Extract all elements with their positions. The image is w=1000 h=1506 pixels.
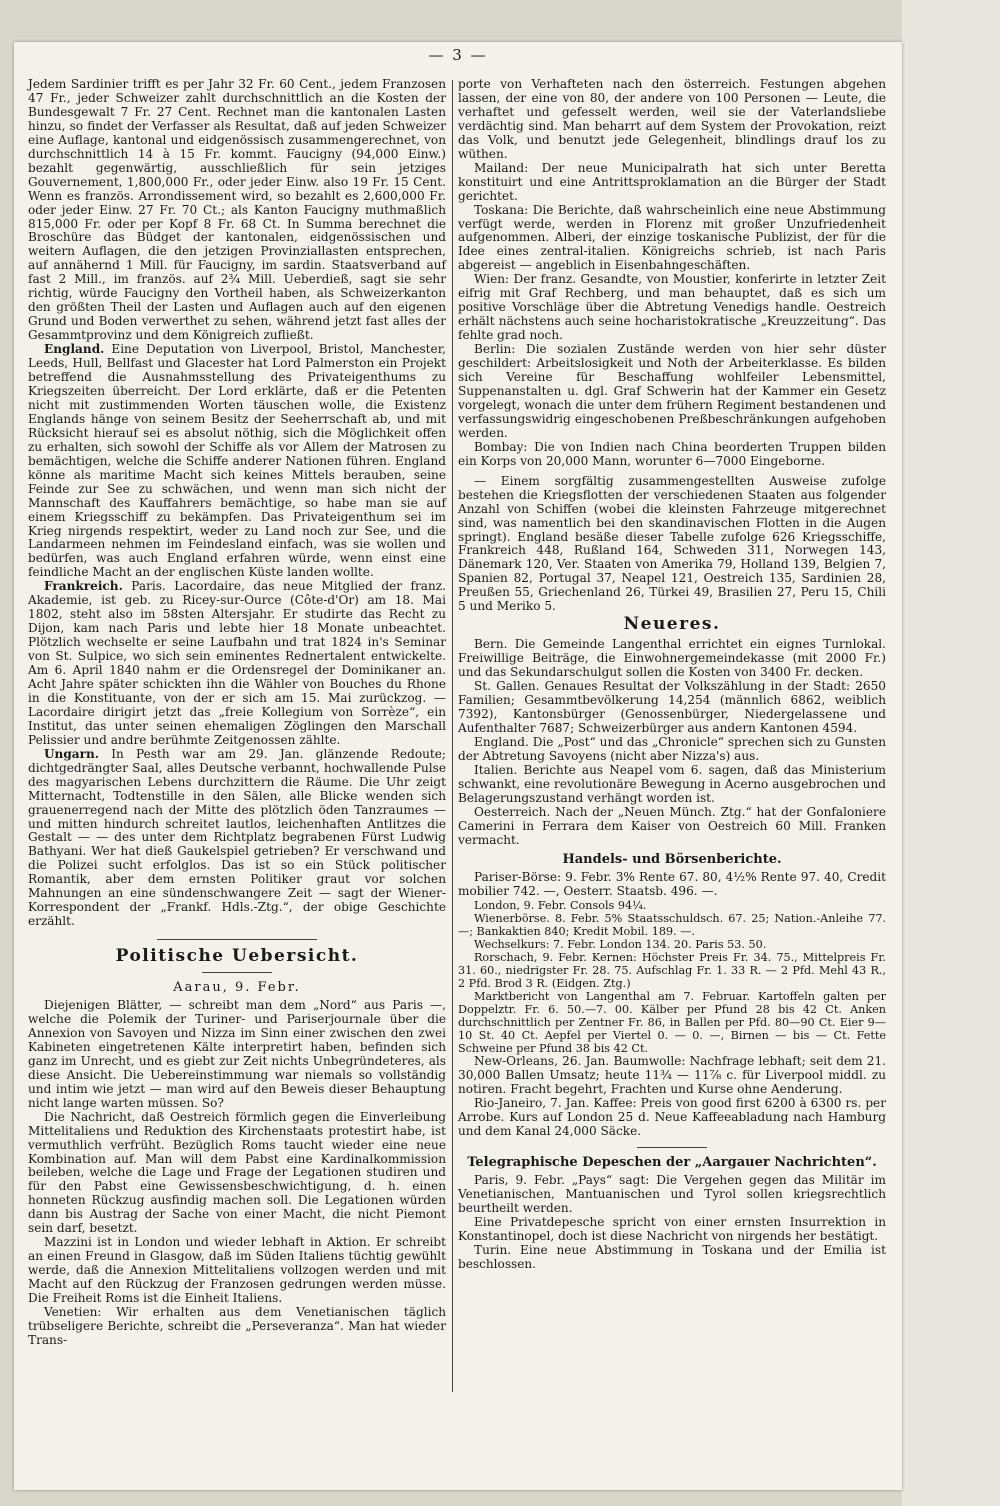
toskana-paragraph: Toskana: Die Berichte, daß wahrscheinlich eine neue Abstimmung verfügt werde, werden in Florenz mit großer Unzufriedenheit aufgenommen. Alberi, der einzige toskanische Publizist, der für die Idee eines zentral-italien. Königreichs schrieb, ist nach Paris abgereist — angeblich in Eisenbahngeschäften. bbox=[458, 202, 886, 273]
politics-paragraph-2: Die Nachricht, daß Oestreich förmlich gegen die Einverleibung Mittelitaliens und Reduktion des Kirchenstaats protestirt habe, ist vermuthlich verfrüht. Bezüglich Roms taucht wieder eine neue Kombination auf. Man will dem Pabst eine Kardinalkommission beileben, welche die Lage und Frage der Legationen studiren und für den Pabst eine Gewissensbeschwichtigung, d. h. einen honneten Rückzug ausfindig machen soll. Die Legationen würden dann bis Austrag der Sache von einer Macht, die nicht Piemont sein darf, besetzt. bbox=[28, 1109, 446, 1236]
frankreich-article bbox=[28, 580, 446, 747]
telegraph-turin: Turin. Eine neue Abstimmung in Toskana und der Emilia ist beschlossen. bbox=[458, 1242, 886, 1271]
verhaftete-paragraph: porte von Verhafteten nach den österreich. Festungen abgehen lassen, der eine von 80, der andere von 100 Personen — Leute, die verhaftet und gefesselt werden, weil sie der Vaterlandsliebe verdächtig sind. Man beharrt auf dem System der Provokation, reizt das Volk, und benutzt jede Gelegenheit, blindlings drauf los zu wüthen. bbox=[458, 77, 886, 161]
neueres-title: Neueres. bbox=[623, 614, 721, 635]
telegraph-title: Telegraphische Depeschen der „Aargauer Nachrichten“. bbox=[467, 1155, 877, 1171]
title-divider bbox=[202, 972, 272, 973]
page-number: — 3 — bbox=[428, 46, 488, 64]
left-column bbox=[28, 78, 446, 1348]
london-consols: London, 9. Febr. Consols 94¼. bbox=[474, 899, 647, 913]
oesterreich-paragraph: Oesterreich. Nach der „Neuen Münch. Ztg.“ hat der Gonfaloniere Camerini in Ferrara dem Kaiser von Oestreich 60 Mill. Franken vermacht. bbox=[458, 804, 886, 847]
pariser-boerse: Pariser-Börse: 9. Febr. 3% Rente 67. 80, 4½% Rente 97. 40, Credit mobilier 742. —, Oesterr. Staatsb. 496. —. bbox=[458, 870, 886, 899]
england-news-paragraph: England. Die „Post“ und das „Chronicle“ sprechen sich zu Gunsten der Abtretung Savoyens (nicht aber Nizza's) aus. bbox=[458, 734, 886, 763]
politics-paragraph-4: Venetien: Wir erhalten aus dem Venetianischen täglich trübseligere Berichte, schreibt die „Perseveranza“. Man hat wieder Trans- bbox=[28, 1305, 446, 1347]
italien-paragraph: Italien. Berichte aus Neapel vom 6. sagen, daß das Ministerium schwankt, eine revolutionäre Bewegung in Acerno ausgebrochen und Belagerungszustand verhängt worden ist. bbox=[458, 762, 886, 805]
frankreich-text: Paris. Lacordaire, das neue Mitglied der franz. Akademie, ist geb. zu Ricey-sur-Ource (Côte-d'Or) am 18. Mai 1802, steht also im 58sten Altersjahr. Er studirte das Recht zu Dijon, kam nach Paris und lebte hier 18 Monate unbeachtet. Plötzlich wechselte er seine Laufbahn und trat 1824 in's Seminar von St. Sulpice, wo sich sein eminentes Rednertalent entwickelte. Am 6. April 1840 nahm er die Ordensregel der Dominikaner an. Acht Jahre später schickten ihn die Wähler von Bouches du Rhone in die Konstituante, von der er sich am 15. Mai zurückzog. — Lacordaire dirigirt jetzt das „freie Kollegium von Sorrèze“, ein Institut, das unter seinen ehemaligen Zöglingen den Marschall Pelissier und andre berühmte Zeitgenossen zählte. bbox=[28, 579, 446, 747]
ungarn-text: In Pesth war am 29. Jan. glänzende Redoute; dichtgedrängter Saal, alles Deutsche verbannt, hochwallende Pulse des magyarischen Lebens durchzittern die Räume. Die Uhr zeigt Mitternacht, Todtenstille in den Sälen, alle Blicke wenden sich grauenerregend nach der Mitte des plötzlich öden Tanzraumes — und mitten hindurch schreitet lautlos, leichenhaften Antlitzes die Gestalt — — des unter dem Richtplatz begrabenen Fürst Ludwig Bathyani. Wer hat dieß Gaukelspiel getrieben? Er verschwand und die Polizei sucht erfolglos. Das ist so ein Stück politischer Romantik, aber dem ernsten Politiker graut vor solchen Mahnungen an eine sündenschwangere Zeit — sagt der Wiener-Korrespondent der „Frankf. Hdls.-Ztg.“, der obige Geschichte erzählt. bbox=[28, 746, 446, 929]
faucigny-paragraph: Jedem Sardinier trifft es per Jahr 32 Fr. 60 Cent., jedem Franzosen 47 Fr., jeder Schweizer zahlt durchschnittlich an die Kosten der Bundesgewalt 7 Fr. 27 Cent. Rechnet man die kantonalen Lasten hinzu, so findet der Verfasser als Resultat, daß auf jeden Schweizer eine Auflage, kantonal und eidgenössisch zusammengerechnet, von durchschnittlich 14 à 15 Fr. kommt. Faucigny (94,000 Einw.) bezahlt gegenwärtig, ausschließlich für sein jetziges Gouvernement, 1,800,000 Fr., oder jeder Einw. also 19 Fr. 15 Cent. Wenn es französ. Arrondissement wird, so bezahlt es 2,600,000 Fr. oder jeder Einw. 27 Fr. 70 Ct.; als Kanton Faucigny muthmaßlich 815,000 Fr. oder per Kopf 8 Fr. 68 Ct. In Summa berechnet die Broschüre das Büdget der kantonalen, eidgenössischen und weitern Auflagen, die den jetzigen Provinziallasten entsprechen, auf annähernd 1 Mill. für Faucigny, im sardin. Staatsverband auf fast 2 Mill., im französ. auf 2¾ Mill. Ueberdieß, sagt sie sehr richtig, würde Faucigny den Vortheil haben, als Schweizerkanton den größten Theil der Lasten und Auflagen auch auf den eigenen Grund und Boden verwerthet zu sehen, während jetzt fast alles der Gesammtprovinz und dem Königreich zufließt. bbox=[28, 77, 446, 343]
kriegsflotten-paragraph: — Einem sorgfältig zusammengestellten Ausweise zufolge bestehen die Kriegsflotten der verschiedenen Staaten aus folgender Anzahl von Schiffen (wobei die kleinsten Fahrzeuge mitgerechnet sind, was namentlich bei den skandinavischen Flotten in die Augen springt). England besäße dieser Tabelle zufolge 626 Kriegsschiffe, Frankreich 448, Rußland 164, Schweden 311, Norwegen 143, Dänemark 120, Ver. Staaten von Amerika 79, Holland 139, Belgien 7, Spanien 82, Portugal 37, Neapel 121, Oestreich 135, Sardinien 28, Preußen 55, Griechenland 26, Türkei 49, Brasilien 27, Peru 15, Chili 5 und Meriko 5. bbox=[458, 473, 886, 614]
frankreich-heading: Frankreich. bbox=[44, 579, 123, 594]
politics-paragraph-3: Mazzini ist in London und wieder lebhaft in Aktion. Er schreibt an einen Freund in Glasgow, daß im Süden Italiens tüchtig gewühlt werde, daß die Annexion Mittelitaliens vollzogen werden und mit Macht auf den Rückzug der Franzosen gedrungen werden müsse. Die Freiheit Roms ist die Einheit Italiens. bbox=[28, 1235, 446, 1306]
telegraph-paris: Paris, 9. Febr. „Pays“ sagt: Die Vergehen gegen das Militär im Venetianischen, Mantuanischen und Tyrol sollen kriegsrechtlich beurtheilt werden. bbox=[458, 1173, 886, 1215]
handelsberichte-title: Handels- und Börsenberichte. bbox=[562, 852, 782, 868]
scan-background bbox=[902, 0, 1000, 1506]
berlin-paragraph: Berlin: Die sozialen Zustände werden von hier sehr düster geschildert: Arbeitslosigkeit und Noth der Arbeiterklasse. Es bilden sich Vereine für Beschaffung wohlfeiler Lebensmittel, Suppenanstalten u. dgl. Graf Schwerin hat der Kammer ein Gesetz vorgelegt, wonach die unter dem frühern Regiment bestandenen und verfassungswidrig eingeschobenen Preßbeschränkungen aufgehoben werden. bbox=[458, 342, 886, 440]
telegraph-divider bbox=[637, 1147, 707, 1148]
politische-uebersicht-title: Politische Uebersicht. bbox=[115, 946, 359, 967]
new-orleans-cotton: New-Orleans, 26. Jan. Baumwolle: Nachfrage lebhaft; seit dem 21. 30,000 Ballen Umsatz; heute 11¾ — 11⅞ c. für Liverpool middl. zu notiren. Fracht begehrt, Frachten und Kurse ohne Aenderung. bbox=[458, 1054, 886, 1097]
wiener-boerse: Wienerbörse. 8. Febr. 5% Staatsschuldsch. 67. 25; Nation.-Anleihe 77. —; Bankaktien 840; Kredit Mobil. 189. —. bbox=[458, 912, 886, 939]
england-article bbox=[28, 343, 446, 580]
st-gallen-paragraph: St. Gallen. Genaues Resultat der Volkszählung in der Stadt: 2650 Familien; Gesammtbevölkerung 14,254 (männlich 6862, weiblich 7392), Kantonsbürger (Genossenbürger, Niedergelassene und Aufenthalter 7687; Schweizerbürger aus andern Kantonen 4594. bbox=[458, 679, 886, 735]
right-column bbox=[458, 78, 886, 1272]
ungarn-heading: Ungarn. bbox=[44, 746, 100, 761]
ungarn-article bbox=[28, 748, 446, 929]
section-divider bbox=[157, 939, 317, 940]
dateline: Aarau, 9. Febr. bbox=[173, 980, 301, 996]
column-divider bbox=[452, 80, 453, 1392]
england-heading: England. bbox=[44, 342, 105, 357]
langenthal-market: Marktbericht von Langenthal am 7. Februar. Kartoffeln galten per Doppelztr. Fr. 6. 50.—7. 00. Kälber per Pfund 28 bis 42 Ct. Anken durchschnittlich per Zentner Fr. 86, in Ballen per Pfd. 80—90 Ct. Eier 9—10 St. 40 Ct. Aepfel per Viertel 0. — 0. —, Birnen — bis — Ct. Fette Schweine per Pfund 38 bis 42 Ct. bbox=[458, 990, 886, 1056]
bombay-paragraph: Bombay: Die von Indien nach China beorderten Truppen bilden ein Korps von 20,000 Mann, worunter 6—7000 Eingeborne. bbox=[458, 439, 886, 468]
bern-paragraph: Bern. Die Gemeinde Langenthal errichtet ein eignes Turnlokal. Freiwillige Beiträge, die Einwohnergemeindekasse (mit 2000 Fr.) und das Sekundarschulgut sollen die Kosten von 3400 Fr. decken. bbox=[458, 637, 886, 680]
rio-coffee: Rio-Janeiro, 7. Jan. Kaffee: Preis von good first 6200 à 6300 rs. per Arrobe. Kurs auf London 25 d. Neue Kaffeeabladung nach Hamburg und dem Kanal 24,000 Säcke. bbox=[458, 1096, 886, 1139]
wechselkurs: Wechselkurs: 7. Febr. London 134. 20. Paris 53. 50. bbox=[474, 938, 767, 952]
england-text: Eine Deputation von Liverpool, Bristol, Manchester, Leeds, Hull, Bellfast und Glacester hat Lord Palmerston ein Projekt betreffend die Ausnahmsstellung des Privateigenthums zu Kriegszeiten überreicht. Der Lord erklärte, daß er die Petenten nicht mit zustimmenden Worten täuschen wolle, die Existenz Englands hänge von seinem Besitz der Seeherrschaft ab, und mit Rücksicht hierauf sei es absolut nöthig, sich die Möglichkeit offen zu erhalten, sich sowohl der Schiffe als vor Allem der Matrosen zu bemächtigen, welche die Schiffe anderer Nationen führen. England könne als maritime Macht sich keines Mittels berauben, seine Feinde zur See zu schwächen, und wenn man sich nicht der Mannschaft des Kauffahrers bemächtige, so habe man sie auf einem Kriegsschiff zu bekämpfen. Das Privateigenthum sei im Krieg nirgends respektirt, weder zu Land noch zur See, und die Landarmeen nehmen im Feindesland einfach, was sie wollen und bedürfen, was auch England erfahren würde, wenn einst eine feindliche Macht an der englischen Küste landen wollte. bbox=[28, 342, 446, 580]
mailand-paragraph: Mailand: Der neue Municipalrath hat sich unter Beretta konstituirt und eine Antrittsproklamation an die Bürger der Stadt gerichtet. bbox=[458, 160, 886, 203]
wien-paragraph: Wien: Der franz. Gesandte, von Moustier, konferirte in letzter Zeit eifrig mit Graf Rechberg, und man behauptet, daß es sich um positive Vorschläge über die Abtretung Venedigs handle. Oestreich erhält nächstens auch seine hocharistokratische „Kreuzzeitung“. Das fehlte grad noch. bbox=[458, 272, 886, 343]
telegraph-konstantinopel: Eine Privatdepesche spricht von einer ernsten Insurrektion in Konstantinopel, doch ist diese Nachricht von nirgends her bestätigt. bbox=[458, 1214, 886, 1243]
politics-paragraph-1: Diejenigen Blätter, — schreibt man dem „Nord“ aus Paris —, welche die Polemik der Turiner- und Pariserjournale über die Annexion von Savoyen und Nizza im Sinn einer zwischen den zwei Kabineten eingetretenen Kälte interpretirt haben, befinden sich ganz im Unrecht, und es giebt zur Zeit nichts Unbegründeteres, als diese Ansicht. Die Uebereinstimmung war niemals so vollständig und intim wie jetzt — man wird auf den Beweis dieser Behauptung nicht lange warten müssen. So? bbox=[28, 998, 446, 1110]
rorschach-market: Rorschach, 9. Febr. Kernen: Höchster Preis Fr. 34. 75., Mittelpreis Fr. 31. 60., niedrigster Fr. 28. 75. Aufschlag Fr. 1. 33 R. — 2 Pfd. Mehl 43 R., 2 Pfd. Brod 3 R. (Eidgen. Ztg.) bbox=[458, 951, 886, 991]
